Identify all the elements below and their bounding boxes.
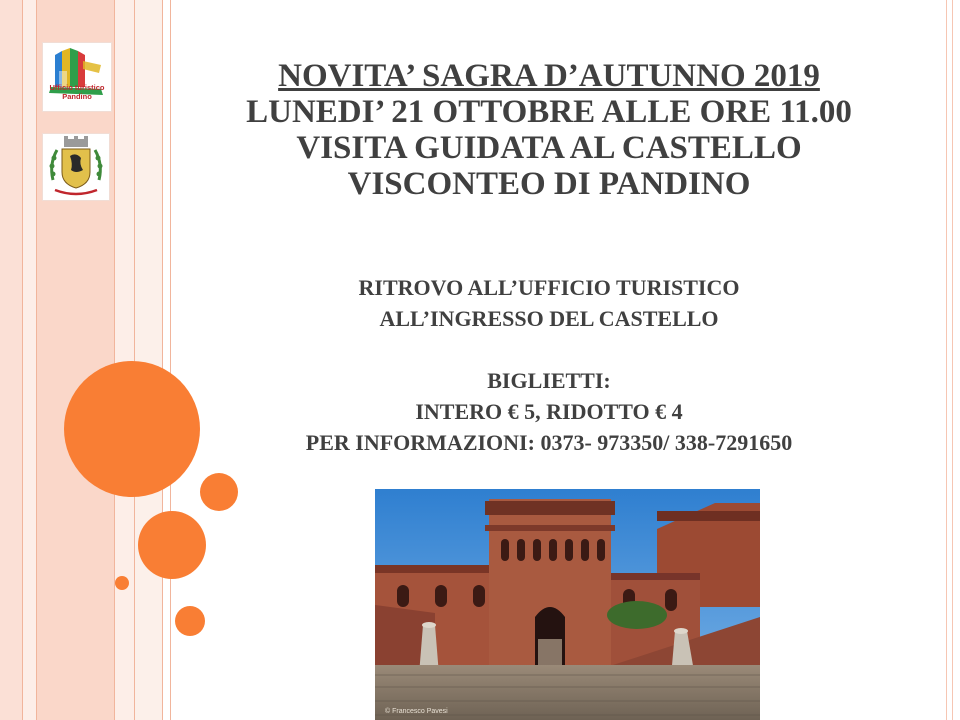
decor-band xyxy=(134,0,162,720)
decor-circle xyxy=(138,511,206,579)
tourist-office-logo-text: Ufficio turistico Pandino xyxy=(49,83,105,101)
coat-of-arms-icon xyxy=(43,134,109,200)
decor-band xyxy=(0,0,22,720)
decor-line xyxy=(36,0,37,720)
tickets-label: BIGLIETTI: xyxy=(487,368,611,393)
tourist-office-logo xyxy=(42,42,112,112)
decor-circle-large xyxy=(64,361,200,497)
heading-line-3: VISITA GUIDATA AL CASTELLO xyxy=(296,130,802,166)
decor-band xyxy=(114,0,134,720)
decor-line-right xyxy=(946,0,947,720)
decor-line xyxy=(162,0,163,720)
decor-line-right xyxy=(952,0,953,720)
heading-line-1: NOVITA’ SAGRA D’AUTUNNO 2019 xyxy=(278,58,820,94)
meeting-line-2: ALL’INGRESSO DEL CASTELLO xyxy=(379,306,719,331)
ticket-prices: INTERO € 5, RIDOTTO € 4 xyxy=(415,399,683,424)
decor-circle xyxy=(200,473,238,511)
crest-logo xyxy=(42,133,110,201)
heading-line-4: VISCONTEO DI PANDINO xyxy=(347,166,751,202)
contact-info: PER INFORMAZIONI: 0373- 973350/ 338-7291650 xyxy=(305,430,793,455)
meeting-line-1: RITROVO ALL’UFFICIO TURISTICO xyxy=(358,275,740,300)
decor-line xyxy=(134,0,135,720)
meeting-point xyxy=(182,272,916,334)
decor-circle xyxy=(175,606,205,636)
castle-photo xyxy=(375,489,760,720)
ticket-info xyxy=(182,365,916,458)
castle-illustration xyxy=(375,489,760,720)
event-heading xyxy=(182,58,916,202)
heading-line-2: LUNEDI’ 21 OTTOBRE ALLE ORE 11.00 xyxy=(246,94,852,130)
decor-line xyxy=(22,0,23,720)
decor-line xyxy=(170,0,171,720)
decor-band xyxy=(22,0,36,720)
decor-line xyxy=(114,0,115,720)
decor-circle-small xyxy=(115,576,129,590)
photo-credit: © Francesco Pavesi xyxy=(385,708,448,715)
